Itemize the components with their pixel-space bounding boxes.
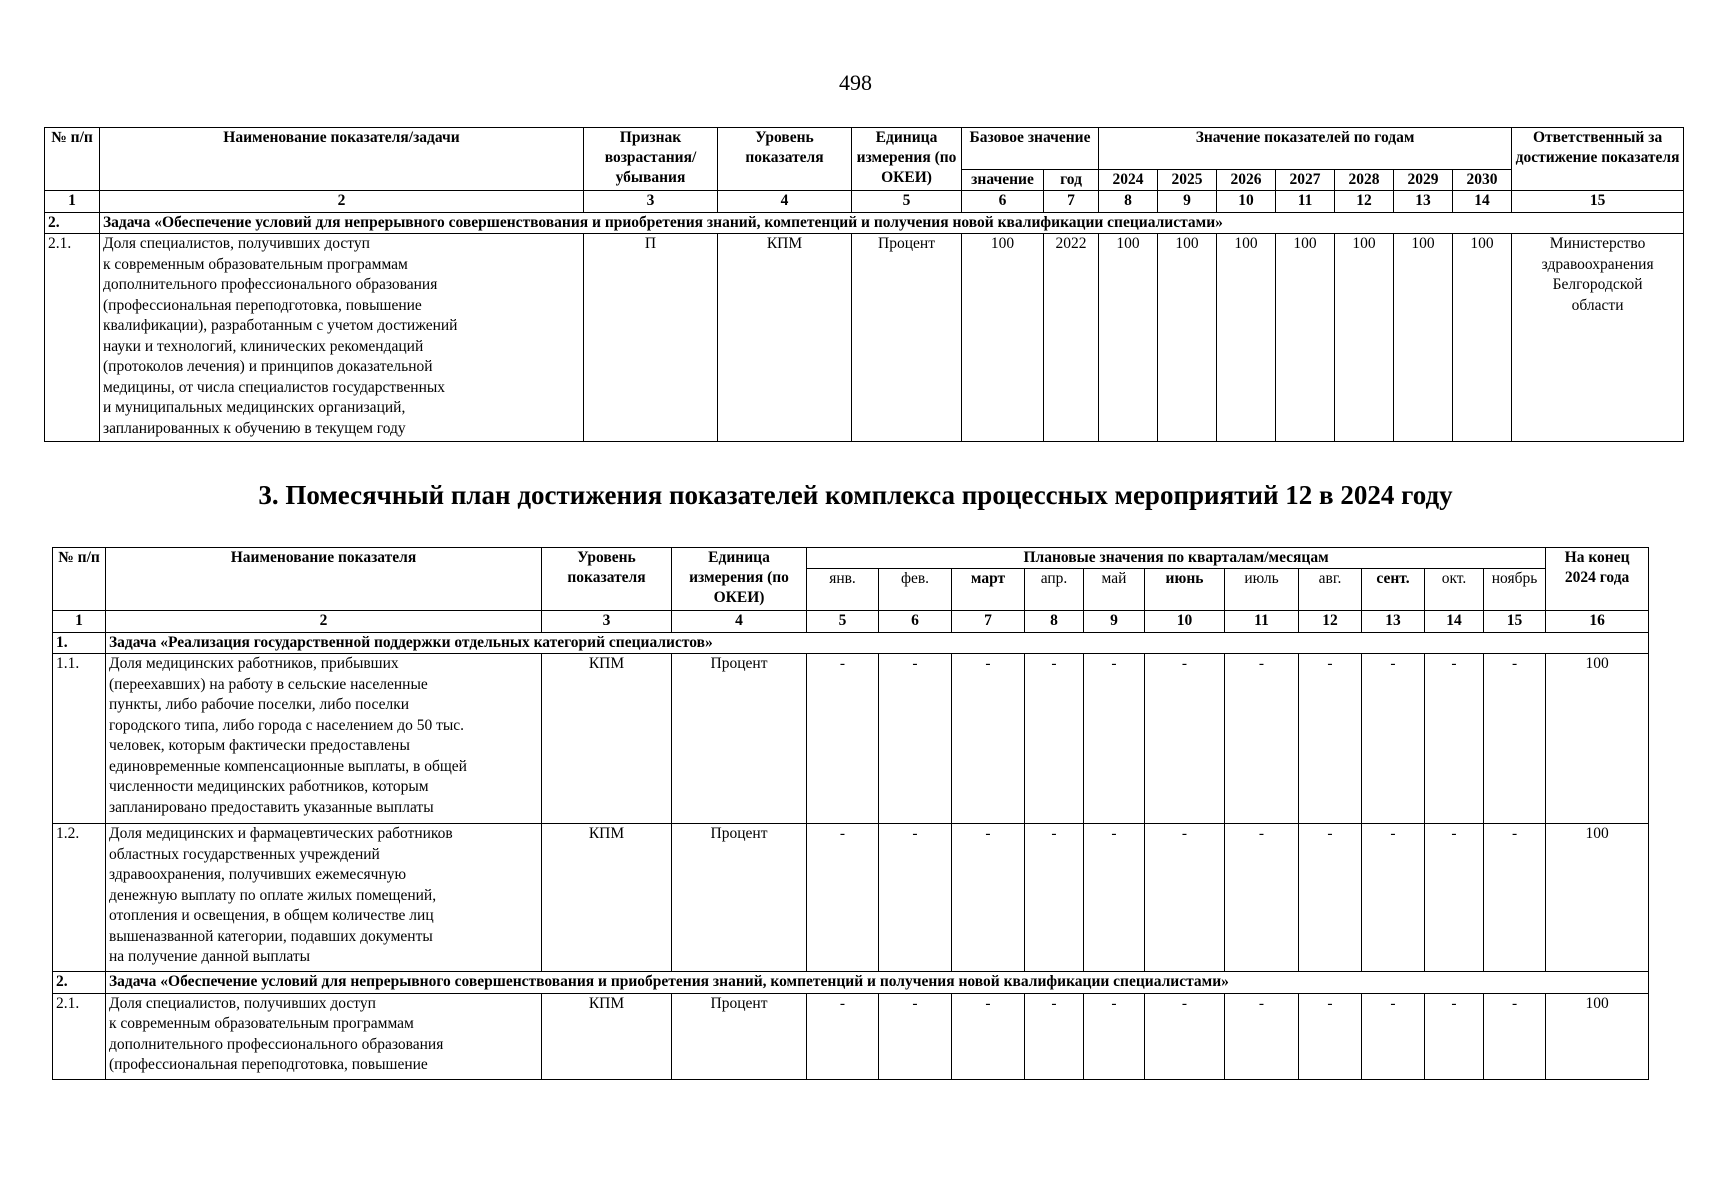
col-number: 14	[1453, 191, 1512, 213]
col-number: 3	[584, 191, 718, 213]
header-sign: Признак возрастания/ убывания	[584, 128, 718, 191]
col-number: 5	[807, 611, 879, 633]
col-number: 15	[1512, 191, 1684, 213]
header-year: 2024	[1099, 170, 1158, 191]
month-value: -	[807, 993, 879, 1079]
row-number: 1.2.	[53, 824, 106, 972]
indicator-unit: Процент	[672, 654, 807, 824]
col-number: 8	[1025, 611, 1084, 633]
month-value: -	[1225, 824, 1299, 972]
name-line: (профессиональная переподготовка, повышение	[109, 1056, 428, 1073]
col-number: 11	[1225, 611, 1299, 633]
col-number: 1	[45, 191, 100, 213]
header-month: ноябрь	[1484, 569, 1546, 611]
col-number: 1	[53, 611, 106, 633]
col-number: 12	[1299, 611, 1362, 633]
header-year: 2025	[1158, 170, 1217, 191]
task-text: Задача «Обеспечение условий для непрерывного совершенствования и приобретения знаний, компетенций и получения новой квалификации специалистами»	[100, 212, 1684, 234]
header-month: фев.	[879, 569, 952, 611]
month-value: -	[952, 654, 1025, 824]
indicator-sign: П	[584, 234, 718, 442]
month-value: -	[1145, 993, 1225, 1079]
task-number: 1.	[53, 632, 106, 654]
year-value: 100	[1158, 234, 1217, 442]
month-value: -	[1084, 824, 1145, 972]
name-line: к современным образовательным программам	[109, 1015, 414, 1032]
name-line: на получение данной выплаты	[109, 948, 311, 965]
year-end-value: 100	[1546, 993, 1649, 1079]
name-line: (протоколов лечения) и принципов доказательной	[103, 358, 433, 375]
page-number: 498	[839, 70, 872, 95]
name-line: Доля специалистов, получивших доступ	[103, 235, 370, 252]
col-number: 6	[962, 191, 1044, 213]
month-value: -	[1425, 824, 1484, 972]
responsible-line: Министерство	[1549, 235, 1646, 252]
name-line: численности медицинских работников, которым	[109, 778, 429, 795]
name-line: городского типа, либо города с населением до 50 тыс.	[109, 716, 465, 734]
responsible	[1512, 234, 1684, 442]
task-number: 2.	[45, 212, 100, 234]
month-value: -	[1362, 824, 1425, 972]
column-numbers-row	[45, 191, 1684, 213]
header-name: Наименование показателя/задачи	[100, 128, 584, 191]
header-month: июль	[1225, 569, 1299, 611]
month-value: -	[952, 824, 1025, 972]
indicator-level: КПМ	[542, 824, 672, 972]
base-value: 100	[962, 234, 1044, 442]
month-value: -	[1362, 654, 1425, 824]
row-number: 1.1.	[53, 654, 106, 824]
header-month: апр.	[1025, 569, 1084, 611]
task-row	[53, 632, 1649, 654]
header-month: авг.	[1299, 569, 1362, 611]
name-line: денежную выплату по оплате жилых помещений,	[109, 886, 437, 904]
col-number: 13	[1394, 191, 1453, 213]
col-number: 9	[1084, 611, 1145, 633]
col-number: 7	[1044, 191, 1099, 213]
month-value: -	[1299, 993, 1362, 1079]
header-month: март	[952, 569, 1025, 611]
month-value: -	[1084, 993, 1145, 1079]
indicator-level: КПМ	[542, 993, 672, 1079]
name-line: дополнительного профессионального образования	[103, 276, 438, 293]
base-year: 2022	[1044, 234, 1099, 442]
name-line: науки и технологий, клинических рекомендаций	[103, 337, 424, 355]
header-month: окт.	[1425, 569, 1484, 611]
indicator-name	[106, 824, 542, 972]
col-number: 7	[952, 611, 1025, 633]
header-base: Базовое значение	[962, 128, 1099, 170]
row-number: 2.1.	[53, 993, 106, 1079]
name-line: пункты, либо рабочие поселки, либо поселки	[109, 696, 410, 713]
name-line: (переехавших) на работу в сельские населенные	[109, 675, 428, 693]
header-unit: Единица измерения (по ОКЕИ)	[672, 548, 807, 611]
name-line: медицины, от числа специалистов государственных	[103, 378, 446, 396]
indicator-name	[106, 993, 542, 1079]
responsible-line: Белгородской	[1552, 276, 1643, 293]
col-number: 8	[1099, 191, 1158, 213]
month-value: -	[879, 654, 952, 824]
name-line: и муниципальных медицинских организаций,	[103, 399, 406, 416]
year-end-value: 100	[1546, 824, 1649, 972]
header-level: Уровень показателя	[718, 128, 852, 191]
header-unit: Единица измерения (по ОКЕИ)	[852, 128, 962, 191]
indicator-unit: Процент	[672, 824, 807, 972]
monthly-plan-table	[52, 547, 1649, 1080]
indicator-level: КПМ	[718, 234, 852, 442]
col-number: 12	[1335, 191, 1394, 213]
header-level: Уровень показателя	[542, 548, 672, 611]
name-line: здравоохранения, получивших ежемесячную	[109, 866, 407, 883]
name-line: дополнительного профессионального образования	[109, 1035, 444, 1053]
month-value: -	[1145, 824, 1225, 972]
col-number: 10	[1145, 611, 1225, 633]
month-value: -	[1484, 654, 1546, 824]
header-month: янв.	[807, 569, 879, 611]
col-number: 15	[1484, 611, 1546, 633]
task-row	[45, 212, 1684, 234]
header-year: 2027	[1276, 170, 1335, 191]
year-value: 100	[1335, 234, 1394, 442]
name-line: Доля медицинских работников, прибывших	[109, 655, 399, 672]
name-line: единовременные компенсационные выплаты, в общей	[109, 757, 467, 775]
indicators-table	[44, 127, 1684, 442]
month-value: -	[952, 993, 1025, 1079]
col-number: 3	[542, 611, 672, 633]
col-number: 2	[106, 611, 542, 633]
month-value: -	[807, 824, 879, 972]
col-number: 11	[1276, 191, 1335, 213]
month-value: -	[807, 654, 879, 824]
col-number: 6	[879, 611, 952, 633]
name-line: к современным образовательным программам	[103, 255, 408, 273]
month-value: -	[1025, 993, 1084, 1079]
col-number: 16	[1546, 611, 1649, 633]
responsible-line: области	[1571, 296, 1624, 314]
month-value: -	[1025, 824, 1084, 972]
col-number: 2	[100, 191, 584, 213]
col-number: 14	[1425, 611, 1484, 633]
task-text: Задача «Обеспечение условий для непрерывного совершенствования и приобретения знаний, компетенций и получения новой квалификации специалистами»	[106, 972, 1649, 994]
month-value: -	[1145, 654, 1225, 824]
month-value: -	[1484, 993, 1546, 1079]
header-num: № п/п	[53, 548, 106, 611]
month-value: -	[1425, 993, 1484, 1079]
name-line: областных государственных учреждений	[109, 845, 380, 863]
month-value: -	[1425, 654, 1484, 824]
col-number: 10	[1217, 191, 1276, 213]
indicator-name	[106, 654, 542, 824]
month-value: -	[879, 993, 952, 1079]
responsible-line: здравоохранения	[1541, 255, 1654, 273]
header-year: 2030	[1453, 170, 1512, 191]
header-base-value: значение	[962, 170, 1044, 191]
header-num: № п/п	[45, 128, 100, 191]
task-number: 2.	[53, 972, 106, 994]
name-line: Доля специалистов, получивших доступ	[109, 994, 376, 1012]
header-month: сент.	[1362, 569, 1425, 611]
header-year-end: На конец 2024 года	[1546, 548, 1649, 611]
month-value: -	[1299, 824, 1362, 972]
year-value: 100	[1276, 234, 1335, 442]
col-number: 13	[1362, 611, 1425, 633]
name-line: вышеназванной категории, подавших документы	[109, 927, 433, 945]
name-line: человек, которым фактически предоставлены	[109, 737, 410, 754]
table-row	[53, 654, 1649, 824]
section-title: 3. Помесячный план достижения показателей комплекса процессных мероприятий 12 в 2024 году	[258, 480, 1453, 510]
header-values-by-year: Значение показателей по годам	[1099, 128, 1512, 170]
header-year: 2029	[1394, 170, 1453, 191]
name-line: квалификации), разработанным с учетом достижений	[103, 317, 458, 334]
row-number: 2.1.	[45, 234, 100, 442]
indicator-level: КПМ	[542, 654, 672, 824]
month-value: -	[1225, 654, 1299, 824]
name-line: отопления и освещения, в общем количестве лиц	[109, 907, 434, 924]
task-row	[53, 972, 1649, 994]
month-value: -	[1225, 993, 1299, 1079]
table-row	[53, 993, 1649, 1079]
year-value: 100	[1217, 234, 1276, 442]
month-value: -	[1299, 654, 1362, 824]
month-value: -	[1084, 654, 1145, 824]
indicator-name	[100, 234, 584, 442]
header-name: Наименование показателя	[106, 548, 542, 611]
table-row	[53, 824, 1649, 972]
header-month: май	[1084, 569, 1145, 611]
header-base-year: год	[1044, 170, 1099, 191]
header-year: 2028	[1335, 170, 1394, 191]
year-value: 100	[1099, 234, 1158, 442]
col-number: 9	[1158, 191, 1217, 213]
task-text: Задача «Реализация государственной поддержки отдельных категорий специалистов»	[106, 632, 1649, 654]
col-number: 4	[672, 611, 807, 633]
name-line: запланировано предоставить указанные выплаты	[109, 798, 434, 816]
col-number: 5	[852, 191, 962, 213]
month-value: -	[1484, 824, 1546, 972]
year-value: 100	[1453, 234, 1512, 442]
indicator-unit: Процент	[852, 234, 962, 442]
month-value: -	[879, 824, 952, 972]
month-value: -	[1025, 654, 1084, 824]
column-numbers-row	[53, 611, 1649, 633]
table-row	[45, 234, 1684, 442]
col-number: 4	[718, 191, 852, 213]
year-value: 100	[1394, 234, 1453, 442]
name-line: запланированных к обучению в текущем году	[103, 419, 406, 437]
name-line: (профессиональная переподготовка, повышение	[103, 296, 422, 314]
name-line: Доля медицинских и фармацевтических работников	[109, 825, 453, 842]
month-value: -	[1362, 993, 1425, 1079]
header-year: 2026	[1217, 170, 1276, 191]
header-planned: Плановые значения по кварталам/месяцам	[807, 548, 1546, 569]
year-end-value: 100	[1546, 654, 1649, 824]
header-responsible: Ответственный за достижение показателя	[1512, 128, 1684, 191]
header-month: июнь	[1145, 569, 1225, 611]
indicator-unit: Процент	[672, 993, 807, 1079]
